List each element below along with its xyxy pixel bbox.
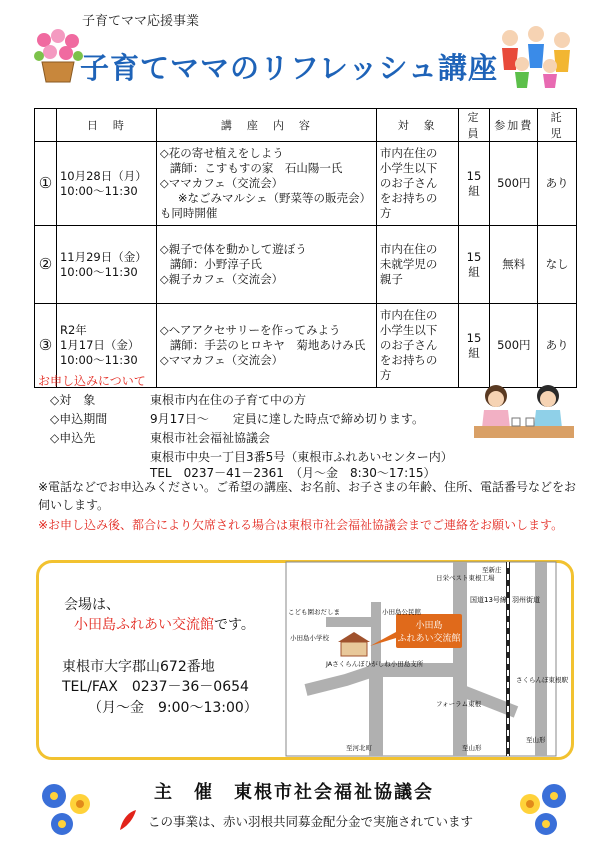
funding-note: この事業は、赤い羽根共同募金配分金で実施されています — [148, 814, 474, 829]
map-label-odashima-school: 小田島小学校 — [290, 634, 329, 642]
map-label-ou: 羽州街道 — [512, 596, 540, 604]
row-target: 市内在住の 未就学児の 親子 — [376, 226, 458, 304]
venue-building-body — [341, 642, 367, 656]
table-header-row — [35, 109, 577, 142]
application-address: 東根市中央一丁目3番5号（東根市ふれあいセンター内） — [150, 450, 453, 464]
row-content: ◇親子で体を動かして遊ぼう 講師：小野淳子氏 ◇親子カフェ（交流会） — [156, 226, 376, 304]
application-tel: TEL 0237－41－2361 （月～金 8:30～17:15） — [150, 466, 436, 480]
map-label-murayama: 至山形 — [462, 744, 482, 752]
organizer: 主 催 東根市社会福祉協議会 — [154, 782, 434, 803]
col-header-target: 対 象 — [376, 109, 458, 142]
row-content: ◇ヘアアクセサリーを作ってみよう 講師：手芸のヒロキヤ 菊地あけみ氏 ◇ママカフェ（交流会） — [156, 304, 376, 388]
map-label-murayama-2: 至山形 — [526, 736, 546, 744]
venue-name: 小田島ふれあい交流館 — [74, 617, 214, 633]
schedule-table — [34, 108, 577, 388]
venue-address: 東根市大字郡山672番地 — [62, 659, 215, 675]
page-title: 子育てママのリフレッシュ講座 — [80, 51, 498, 85]
row-date: 11月29日（金） 10:00～11:30 — [56, 226, 156, 304]
table-row — [35, 226, 577, 304]
col-header-no — [35, 109, 57, 142]
map-venue-label-2: ふれあい交流館 — [397, 634, 461, 644]
red-feather-icon — [116, 808, 138, 832]
map-label-forum: フォーラム東根 — [436, 700, 482, 708]
cancel-note: ※お申し込み後、都合により欠席される場合は東根市社会福祉協議会までご連絡をお願いします。 — [38, 518, 564, 532]
map-venue-label-1: 小田島 — [415, 621, 443, 631]
row-fee: 500円 — [490, 304, 538, 388]
children-illustration-icon — [492, 20, 582, 90]
application-note: ※電話などでお申込みください。ご希望の講座、お名前、お子さまの年齢、住所、電話番号などをお伺いします。 — [38, 480, 577, 512]
mothers-cafe-illustration-icon — [468, 380, 578, 444]
row-content: ◇花の寄せ植えをしよう 講師：こすもすの家 石山陽一氏 ◇ママカフェ（交流会） ※なごみマルシェ（野菜等の販売会） も同時開催 — [156, 142, 376, 226]
row-fee: 500円 — [490, 142, 538, 226]
map-label-route13: 国道13号線 — [470, 596, 507, 604]
subtitle: 子育てママ応援事業 — [82, 14, 200, 29]
row-target: 市内在住の 小学生以下 のお子さん をお持ちの 方 — [376, 304, 458, 388]
flower-pot-icon — [30, 26, 86, 84]
application-heading: お申し込みについて — [38, 374, 146, 388]
venue-telfax: TEL/FAX 0237－36－0654 — [62, 679, 249, 695]
venue-map — [286, 562, 568, 756]
row-capacity: 15組 — [458, 142, 490, 226]
row-number: ① — [35, 142, 57, 226]
col-header-childcare: 託 児 — [538, 109, 577, 142]
col-header-content: 講 座 内 容 — [156, 109, 376, 142]
row-capacity: 15組 — [458, 226, 490, 304]
row-childcare: あり — [538, 304, 577, 388]
map-label-kodomoen: こども園おだしま — [288, 608, 340, 616]
table-row — [35, 142, 577, 226]
venue-name-line — [74, 614, 255, 634]
venue-hours: （月～金 9:00～13:00） — [88, 700, 258, 716]
row-capacity: 15組 — [458, 304, 490, 388]
row-date: R2年 1月17日（金） 10:00～11:30 — [56, 304, 156, 388]
map-label-station: さくらんぼ東根駅 — [516, 676, 568, 684]
col-header-date: 日 時 — [56, 109, 156, 142]
row-target: 市内在住の 小学生以下 のお子さん をお持ちの 方 — [376, 142, 458, 226]
row-childcare: なし — [538, 226, 577, 304]
map-label-kawakita: 至河北町 — [346, 744, 372, 752]
row-childcare: あり — [538, 142, 577, 226]
row-date: 10月28日（月） 10:00～11:30 — [56, 142, 156, 226]
row-number: ③ — [35, 304, 57, 388]
flowers-right-icon — [506, 774, 576, 844]
map-label-odashima-park: 小田島公民館 — [382, 608, 421, 616]
col-header-fee: 参加費 — [490, 109, 538, 142]
venue-intro: 会場は、 — [64, 597, 120, 613]
map-label-ja: JAさくらんぼひがしね小田島支所 — [326, 660, 424, 668]
venue-suffix: です。 — [214, 617, 255, 633]
row-fee: 無料 — [490, 226, 538, 304]
flowers-left-icon — [34, 774, 104, 844]
row-number: ② — [35, 226, 57, 304]
map-label-nichiei: 日栄ベスト東根工場 — [436, 574, 495, 582]
map-label-shiratori: 至新庄 — [482, 566, 502, 574]
col-header-capacity: 定 員 — [458, 109, 490, 142]
